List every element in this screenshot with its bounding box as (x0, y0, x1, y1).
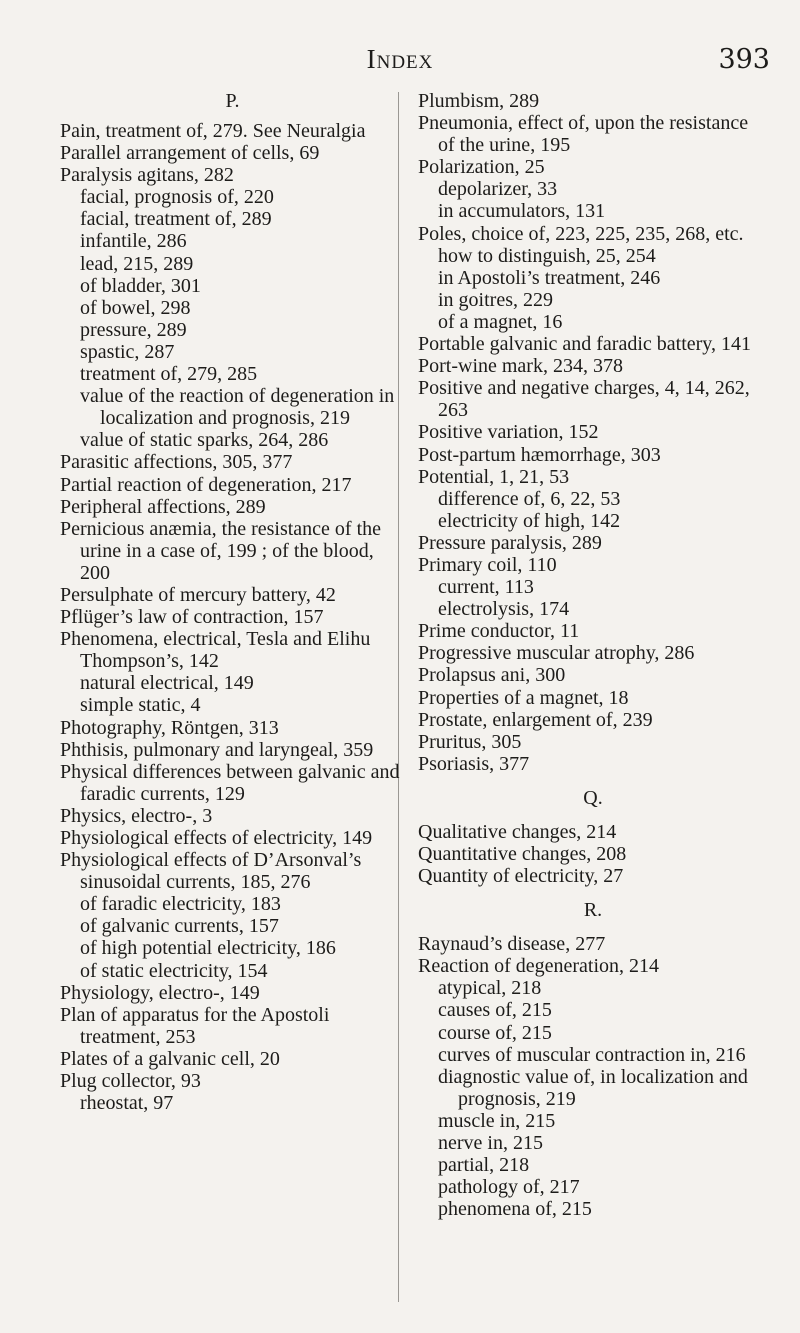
index-entry: Prolapsus ani, 300 (418, 664, 566, 687)
index-subentry: pressure, 289 (80, 318, 187, 341)
section-letter-r: R. (583, 899, 603, 922)
index-subentry: current, 113 (438, 576, 534, 599)
index-subentry: how to distinguish, 25, 254 (438, 244, 656, 267)
index-entry: Reaction of degeneration, 214 (418, 955, 660, 978)
index-subentry: curves of muscular contraction in, 216 (438, 1043, 746, 1066)
index-entry: Parasitic affections, 305, 377 (60, 451, 293, 474)
index-entry: Properties of a magnet, 18 (418, 686, 629, 709)
index-subentry: of bowel, 298 (80, 296, 191, 319)
index-entry: Qualitative changes, 214 (418, 820, 617, 843)
index-subentry: course of, 215 (438, 1021, 552, 1044)
index-entry: Physiological effects of electricity, 149 (60, 827, 373, 849)
index-entry: Physiology, electro-, 149 (60, 981, 260, 1004)
index-entry: Portable galvanic and faradic battery, 141 (418, 333, 752, 356)
index-subentry: pathology of, 217 (438, 1176, 580, 1199)
index-entry: Plan of apparatus for the Apostoli treatment, 253 (60, 1003, 330, 1048)
index-subentry: of galvanic currents, 157 (80, 915, 279, 938)
index-subentry: partial, 218 (438, 1154, 530, 1177)
index-entry: Plug collector, 93 (60, 1070, 201, 1093)
index-subentry: simple static, 4 (80, 694, 201, 717)
index-entry: Poles, choice of, 223, 225, 235, 268, etc. (418, 222, 744, 245)
index-subentry: causes of, 215 (438, 999, 552, 1022)
index-entry: Port-wine mark, 234, 378 (418, 355, 623, 378)
index-entry: Partial reaction of degeneration, 217 (60, 473, 352, 496)
index-entry: Positive and negative charges, 4, 14, 262, 263 (418, 377, 750, 422)
index-subentry: facial, treatment of, 289 (80, 208, 272, 231)
index-subentry: muscle in, 215 (438, 1109, 556, 1132)
index-entry: Phthisis, pulmonary and laryngeal, 359 (60, 738, 374, 761)
index-subentry: treatment of, 279, 285 (80, 363, 258, 386)
index-entry: Quantity of electricity, 27 (418, 865, 624, 888)
index-subentry: lead, 215, 289 (80, 252, 194, 275)
index-subentry: facial, prognosis of, 220 (80, 186, 274, 209)
index-entry: Polarization, 25 (418, 156, 545, 179)
index-subentry: in Apostoli’s treatment, 246 (438, 266, 661, 289)
index-entry: Prostate, enlargement of, 239 (418, 708, 653, 731)
index-subentry: phenomena of, 215 (438, 1198, 592, 1221)
index-entry: Primary coil, 110 (418, 553, 557, 576)
index-entry: Physics, electro-, 3 (60, 804, 213, 827)
index-entry: Physiological effects of D’Arsonval’s sinusoidal currents, 185, 276 (60, 849, 362, 894)
index-entry: Pressure paralysis, 289 (418, 531, 602, 554)
index-entry: Persulphate of mercury battery, 42 (60, 583, 336, 606)
index-entry: Parallel arrangement of cells, 69 (60, 142, 320, 165)
index-entry: Potential, 1, 21, 53 (418, 465, 570, 488)
index-entry: Pernicious anæmia, the resistance of the urine in a case of, 199 ; of the blood, 200 (60, 517, 382, 584)
index-entry: Physical differences between galvanic and faradic currents, 129 (60, 760, 400, 805)
index-entry: Peripheral affections, 289 (60, 495, 266, 518)
index-subentry: natural electrical, 149 (80, 672, 254, 695)
left-column (60, 90, 405, 1114)
index-entry: Pneumonia, effect of, upon the resistance of the urine, 195 (418, 112, 749, 157)
index-subentry: value of the reaction of degeneration in localization and prognosis, 219 (80, 385, 395, 430)
index-entry: Quantitative changes, 208 (418, 843, 627, 865)
index-subentry: of bladder, 301 (80, 274, 201, 297)
index-entry: Pain, treatment of, 279. See Neuralgia (60, 120, 366, 142)
left-entry-list (60, 120, 405, 1114)
index-entry: Positive variation, 152 (418, 421, 599, 444)
index-subentry: spastic, 287 (80, 340, 175, 363)
index-entry: Post-partum hæmorrhage, 303 (418, 443, 661, 466)
index-entry: Pflüger’s law of contraction, 157 (60, 606, 324, 629)
section-letter-q: Q. (583, 786, 603, 809)
index-entry: Plumbism, 289 (418, 90, 540, 112)
index-entry: Prime conductor, 11 (418, 620, 580, 643)
index-subentry: of faradic electricity, 183 (80, 893, 281, 916)
index-subentry: rheostat, 97 (80, 1092, 174, 1115)
index-subentry: in accumulators, 131 (438, 200, 606, 223)
index-entry: Pruritus, 305 (418, 730, 522, 753)
index-subentry: in goitres, 229 (438, 288, 553, 311)
index-subentry: of high potential electricity, 186 (80, 937, 336, 960)
index-entry: Paralysis agitans, 282 (60, 164, 234, 187)
index-subentry: diagnostic value of, in localization and prognosis, 219 (438, 1065, 748, 1110)
index-entry: Raynaud’s disease, 277 (418, 933, 606, 956)
index-entry: Progressive muscular atrophy, 286 (418, 642, 695, 665)
index-subentry: of static electricity, 154 (80, 959, 268, 982)
right-column (418, 90, 768, 1220)
index-entry: Photography, Röntgen, 313 (60, 716, 279, 739)
index-subentry: electricity of high, 142 (438, 509, 621, 532)
index-subentry: difference of, 6, 22, 53 (438, 487, 621, 510)
running-header-title: Index (366, 44, 434, 74)
section-letter-p: P. (225, 90, 240, 112)
index-subentry: depolarizer, 33 (438, 178, 558, 201)
index-entry: Plates of a galvanic cell, 20 (60, 1047, 280, 1070)
index-entry: Psoriasis, 377 (418, 752, 530, 775)
index-subentry: atypical, 218 (438, 977, 542, 1000)
index-subentry: electrolysis, 174 (438, 598, 570, 621)
index-subentry: infantile, 286 (80, 230, 187, 253)
index-subentry: nerve in, 215 (438, 1132, 543, 1155)
index-subentry: of a magnet, 16 (438, 310, 563, 333)
index-subentry: value of static sparks, 264, 286 (80, 429, 329, 452)
page-number: 393 (718, 44, 770, 75)
index-entry: Phenomena, electrical, Tesla and Elihu Thompson’s, 142 (60, 628, 371, 673)
